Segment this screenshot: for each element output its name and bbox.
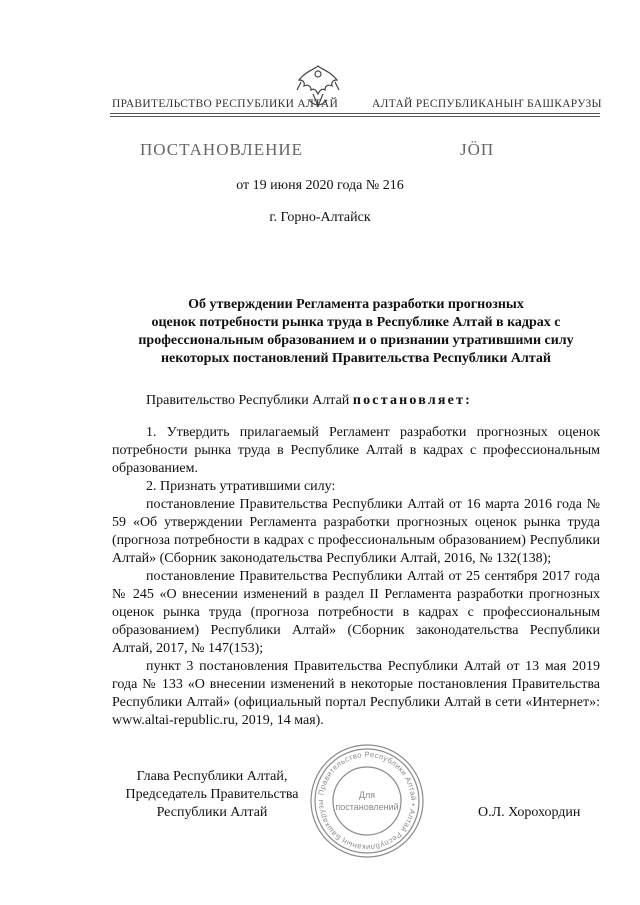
document-city: г. Горно-Алтайск (269, 210, 371, 225)
document-date-number: от 19 июня 2020 года № 216 (236, 178, 404, 193)
stamp-center-text: Для (358, 790, 376, 800)
preamble-decision: постановляет: (352, 393, 473, 408)
title-line: оценок потребности рынка труда в Республике Алтай в кадрах с (151, 315, 561, 330)
signatory-position (112, 768, 312, 822)
signatory-line: Республики Алтай (156, 805, 268, 820)
title-line: Об утверждении Регламента разработки прогнозных (188, 297, 524, 312)
doc-type-russian: ПОСТАНОВЛЕНИЕ (140, 140, 304, 159)
signatory-line: Председатель Правительства (125, 787, 299, 802)
stamp-ring-text: Правительство Республики Алтай • Алтай Республиканың Башкарузы (315, 749, 419, 853)
paragraph-repeal-item: постановление Правительства Республики Алтай от 16 марта 2016 года № 59 «Об утверждении Регламента разработки прогнозных оценок рынка труда (прогноза потребности в кадрах с профессиональным образованием) Республики Алтай» (Сборник законодательства Республики Алтай, 2016, № 132(138); (112, 497, 600, 566)
document-title (112, 296, 600, 368)
official-seal-stamp (308, 742, 426, 860)
header-left-title: ПРАВИТЕЛЬСТВО РЕСПУБЛИКИ АЛТАЙ (112, 98, 339, 110)
preamble (112, 392, 600, 410)
paragraph-repeal-item: постановление Правительства Республики Алтай от 25 сентября 2017 года № 245 «О внесении изменений в раздел II Регламента разработки прогнозных оценок рынка труда (прогноза потребности в кадрах с профессиональным образованием) Республики Алтай» (Сборник законодательства Республики Алтай, 2017, № 147(153); (112, 569, 600, 656)
header-rule-thin (110, 116, 600, 117)
stamp-center-text: постановлений (335, 802, 399, 812)
title-line: некоторых постановлений Правительства Республики Алтай (160, 351, 551, 366)
document-body (112, 392, 600, 730)
header-rule (110, 113, 600, 114)
preamble-text: Правительство Республики Алтай (146, 393, 353, 408)
title-line: профессиональным образованием и о признании утратившими силу (138, 333, 574, 348)
paragraph-repeal-intro: 2. Признать утратившими силу: (146, 479, 336, 494)
paragraph-approve: 1. Утвердить прилагаемый Регламент разработки прогнозных оценок потребности рынка труда в Республике Алтай в кадрах с профессиональным образованием. (112, 425, 600, 476)
doc-type-altai: ЈӦП (460, 140, 495, 159)
paragraph-repeal-item: пункт 3 постановления Правительства Республики Алтай от 13 мая 2019 года № 133 «О внесении изменений в некоторые постановления Правительства Республики Алтай» (официальный портал Республики Алтай в сети «Интернет»: www.altai-republic.ru, 2019, 14 мая). (112, 659, 600, 728)
signatory-name: О.Л. Хорохордин (478, 805, 581, 820)
signatory-line: Глава Республики Алтай, (136, 769, 288, 784)
header-right-title: АЛТАЙ РЕСПУБЛИКАНЫҤ БАШКАРУЗЫ (372, 98, 602, 110)
